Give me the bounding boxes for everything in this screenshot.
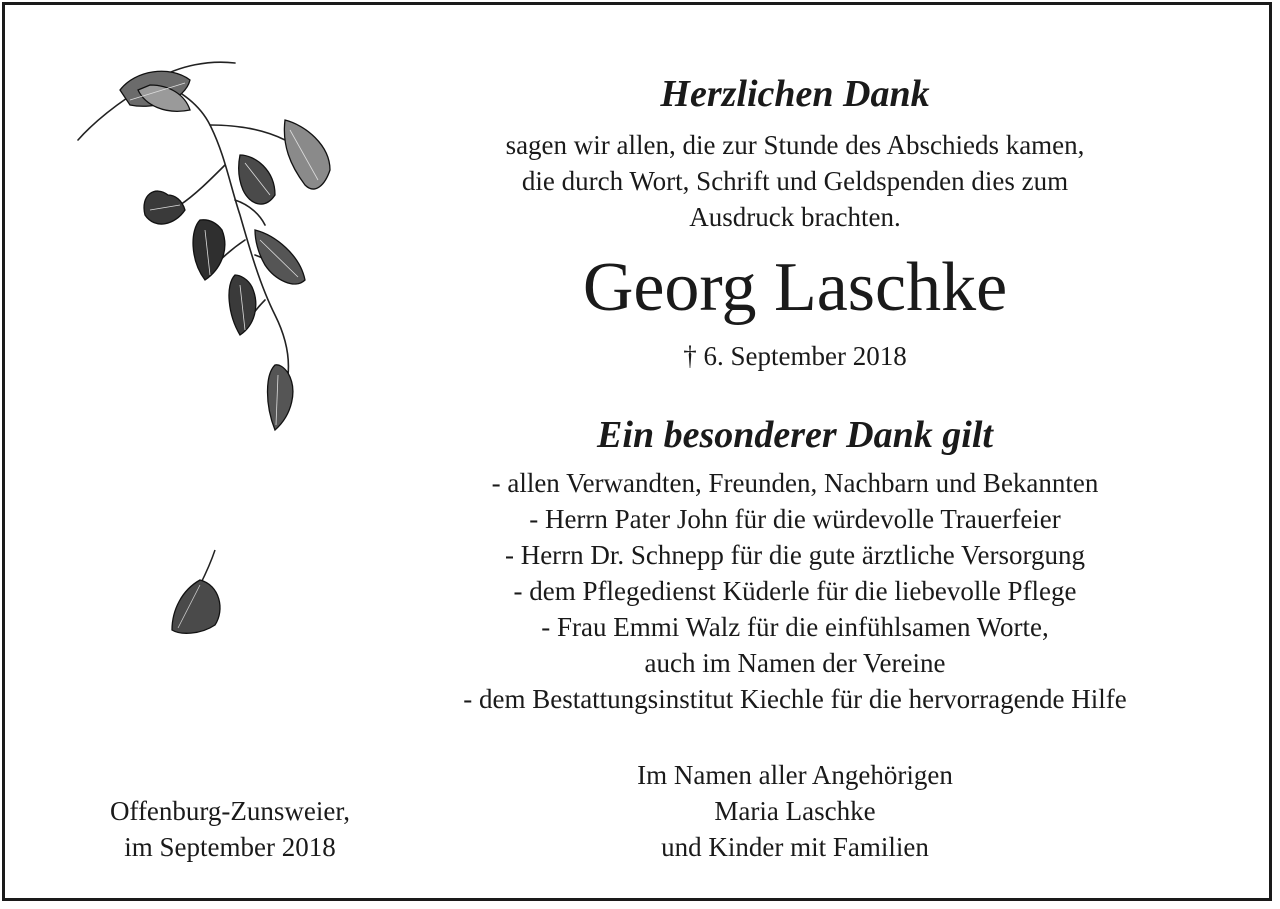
signature-line: Im Namen aller Angehörigen	[637, 760, 953, 790]
location-line: im September 2018	[124, 832, 336, 862]
intro-text	[380, 127, 1210, 235]
thanks-line: auch im Namen der Vereine	[644, 648, 946, 678]
signature-line: und Kinder mit Familien	[661, 832, 929, 862]
thanks-line: - dem Pflegedienst Küderle für die liebevolle Pflege	[513, 576, 1077, 606]
thanks-line: - Herrn Dr. Schnepp für die gute ärztliche Versorgung	[504, 540, 1086, 570]
thanks-line: - Herrn Pater John für die würdevolle Trauerfeier	[529, 504, 1061, 534]
notice-title: Herzlichen Dank	[660, 73, 930, 115]
signature-line: Maria Laschke	[714, 796, 876, 826]
location-date-block	[60, 793, 400, 865]
thanks-line: - allen Verwandten, Freunden, Nachbarn und Bekannten	[491, 468, 1099, 498]
location-line: Offenburg-Zunsweier,	[109, 796, 351, 826]
signature-block	[380, 757, 1210, 865]
birch-leaves-branch-icon	[60, 45, 360, 465]
death-date: † 6. September 2018	[683, 341, 907, 371]
deceased-name: Georg Laschke	[582, 249, 1008, 326]
thanks-list	[380, 465, 1210, 717]
thanks-line: - dem Bestattungsinstitut Kiechle für die hervorragende Hilfe	[463, 684, 1127, 714]
falling-leaf-icon	[160, 540, 240, 650]
intro-line: sagen wir allen, die zur Stunde des Abschieds kamen,	[505, 130, 1085, 160]
special-thanks-heading: Ein besonderer Dank gilt	[597, 414, 993, 456]
thanks-line: - Frau Emmi Walz für die einfühlsamen Worte,	[541, 612, 1049, 642]
intro-line: Ausdruck brachten.	[689, 202, 901, 232]
intro-line: die durch Wort, Schrift und Geldspenden dies zum	[521, 166, 1069, 196]
